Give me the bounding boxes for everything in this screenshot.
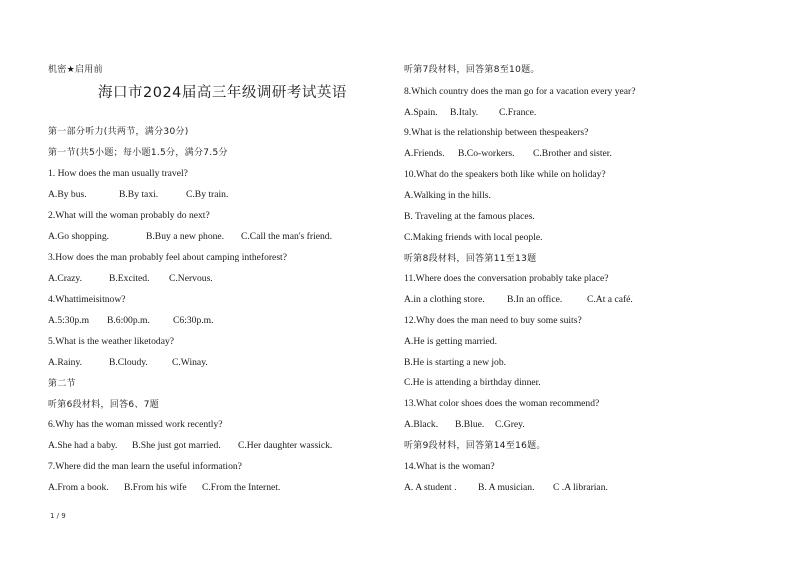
- option-b: B.Italy.: [450, 107, 479, 118]
- option-c: C.Her daughter wassick.: [238, 440, 333, 451]
- question-2: 2.What will the woman probably do next?: [48, 210, 210, 221]
- option-c: C.At a café.: [587, 294, 633, 305]
- option-b: B. A musician.: [478, 482, 535, 493]
- question-5: 5.What is the weather liketoday?: [48, 336, 175, 347]
- question-1: 1. How does the man usually travel?: [48, 168, 188, 179]
- question-1-options: [48, 189, 228, 201]
- question-2-options: [48, 231, 332, 243]
- option-b: B.Co-workers.: [458, 148, 515, 159]
- option-c: C.Nervous.: [169, 273, 213, 284]
- option-a: A.5:30p.m: [48, 315, 90, 326]
- question-3: 3.How does the man probably feel about camping intheforest?: [48, 252, 287, 263]
- question-8: 8.Which country does the man go for a vacation every year?: [404, 86, 636, 97]
- question-14: 14.What is the woman?: [404, 461, 495, 472]
- question-6-options: [48, 440, 332, 452]
- option-c: C.Call the man's friend.: [241, 231, 332, 242]
- page-number: 1 / 9: [50, 512, 66, 520]
- question-12: 12.Why does the man need to buy some suits?: [404, 315, 582, 326]
- option-b: B.From his wife: [124, 482, 187, 493]
- option-a: A.in a clothing store.: [404, 294, 485, 305]
- confidential-label: 机密★启用前: [48, 65, 103, 75]
- option-c: C.Grey.: [495, 419, 525, 430]
- option-a: A.Rainy.: [48, 357, 83, 368]
- option-a: A.Black.: [404, 419, 439, 430]
- question-3-options: [48, 273, 213, 285]
- question-5-options: [48, 357, 208, 369]
- option-a: A. A student .: [404, 482, 457, 493]
- question-12-option-a: A.He is getting married.: [404, 336, 497, 347]
- question-7-options: [48, 482, 280, 494]
- option-c: C.France.: [499, 107, 537, 118]
- material-6-heading: 听第6段材料，回答6、7题: [48, 400, 160, 410]
- page-title: 海口市2024届高三年级调研考试英语: [98, 85, 347, 101]
- material-7-heading: 听第7段材料，回答第8至10题。: [404, 65, 540, 75]
- question-4-options: [48, 315, 214, 327]
- option-c: C .A librarian.: [553, 482, 608, 493]
- question-14-options: [404, 482, 608, 494]
- question-10-option-b: B. Traveling at the famous places.: [404, 211, 535, 222]
- question-12-option-c: C.He is attending a birthday dinner.: [404, 377, 541, 388]
- material-8-heading: 听第8段材料，回答第11至13题: [404, 254, 537, 264]
- question-9-options: [404, 148, 612, 160]
- question-10: 10.What do the speakers both like while on holiday?: [404, 169, 606, 180]
- option-a: A.She had a baby.: [48, 440, 118, 451]
- question-13: 13.What color shoes does the woman recommend?: [404, 398, 600, 409]
- part1-heading: 第一部分听力(共两节，满分30分): [48, 127, 189, 137]
- option-b: B.Cloudy.: [109, 357, 148, 368]
- option-c: C.Brother and sister.: [533, 148, 612, 159]
- option-b: B.Buy a new phone.: [146, 231, 225, 242]
- question-10-option-a: A.Walking in the hills.: [404, 190, 491, 201]
- option-c: C.By train.: [186, 189, 229, 200]
- question-7: 7.Where did the man learn the useful information?: [48, 461, 242, 472]
- question-4: 4.Whattimeisitnow?: [48, 294, 126, 305]
- question-13-options: [404, 419, 525, 431]
- option-a: A.Crazy.: [48, 273, 83, 284]
- question-11-options: [404, 294, 633, 306]
- option-a: A.Go shopping.: [48, 231, 110, 242]
- question-12-option-b: B.He is starting a new job.: [404, 357, 507, 368]
- option-c: C.Winay.: [172, 357, 208, 368]
- question-9: 9.What is the relationship between thespeakers?: [404, 127, 589, 138]
- option-b: B.She just got married.: [132, 440, 221, 451]
- option-c: C.From the Internet.: [202, 482, 281, 493]
- option-b: B.By taxi.: [119, 189, 159, 200]
- option-b: B.6:00p.m.: [107, 315, 150, 326]
- option-a: A.From a book.: [48, 482, 109, 493]
- section1-heading: 第一节(共5小题；每小题1.5分，满分7.5分: [48, 148, 228, 158]
- question-10-option-c: C.Making friends with local people.: [404, 232, 543, 243]
- question-8-options: [404, 107, 536, 119]
- option-a: A.By bus.: [48, 189, 87, 200]
- option-a: A.Spain.: [404, 107, 438, 118]
- material-9-heading: 听第9段材料，回答第14至16题。: [404, 441, 546, 451]
- option-b: B.Blue.: [455, 419, 485, 430]
- question-6: 6.Why has the woman missed work recently?: [48, 419, 223, 430]
- option-b: B.In an office.: [507, 294, 563, 305]
- option-c: C6:30p.m.: [173, 315, 214, 326]
- section2-heading: 第二节: [48, 379, 76, 389]
- option-b: B.Excited.: [109, 273, 150, 284]
- question-11: 11.Where does the conversation probably take place?: [404, 273, 609, 284]
- option-a: A.Friends.: [404, 148, 445, 159]
